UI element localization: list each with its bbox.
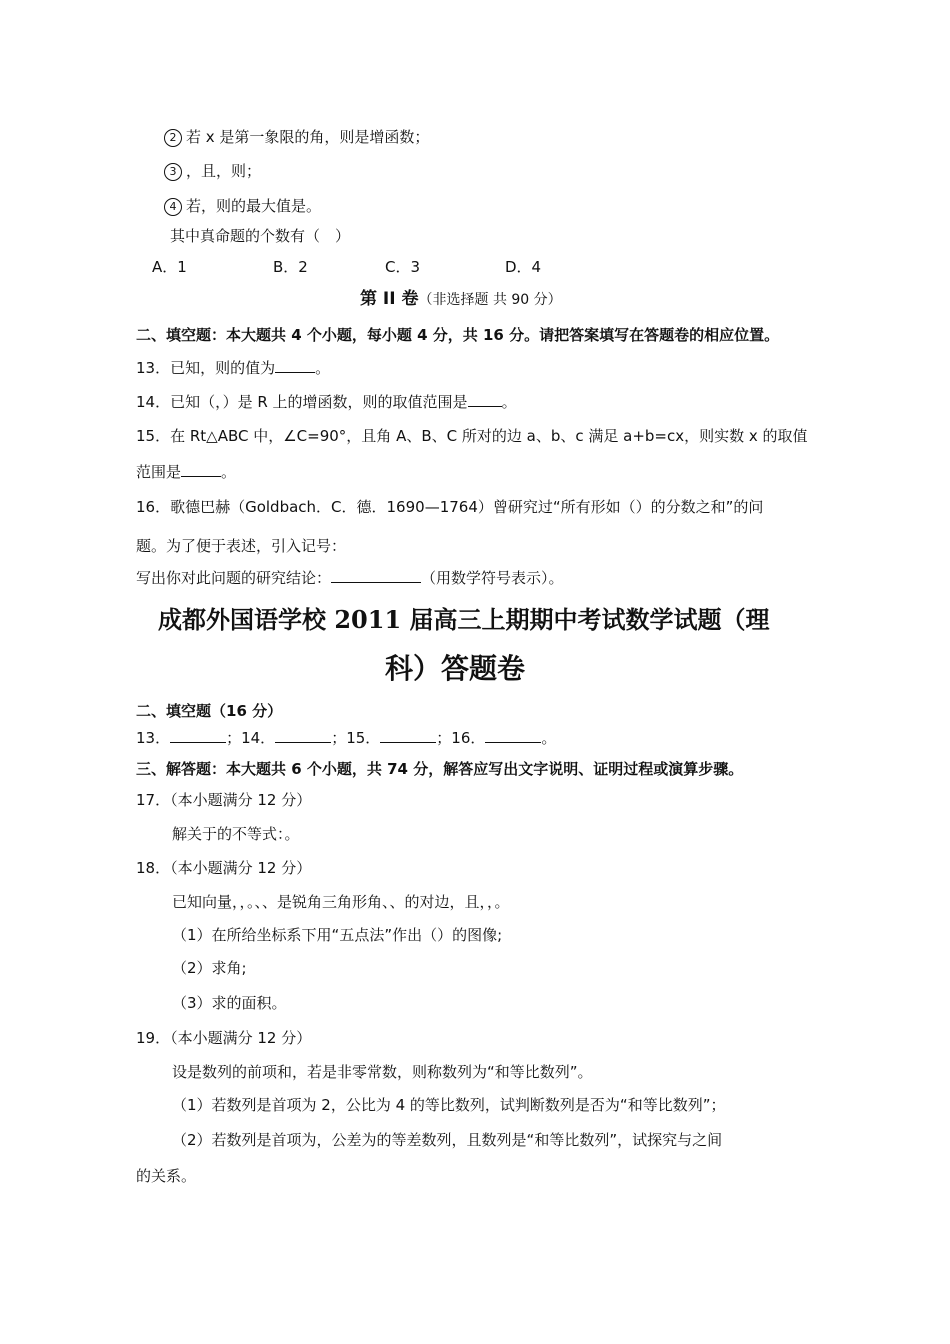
q13-text: 13．已知，则的值为 [136, 359, 276, 377]
answer-16-label: ；16． [436, 729, 486, 747]
fill-section-instruction: 二、填空题：本大题共 4 个小题，每小题 4 分，共 16 分。请把答案填写在答题卷的相应位置。 [136, 326, 780, 344]
problem-17-body: 解关于的不等式：。 [172, 825, 300, 843]
q16-line-2: 题。为了便于表述，引入记号： [136, 537, 347, 555]
circled-number-2: 2 [164, 129, 182, 147]
q14 [136, 391, 517, 413]
problem-19-body: 设是数列的前项和，若是非零常数，则称数列为“和等比数列”。 [172, 1063, 593, 1081]
q12-item-3 [164, 160, 261, 182]
q13-blank [275, 358, 315, 373]
answer-end: 。 [541, 729, 557, 747]
answer-fill-heading: 二、填空题（16 分） [136, 702, 283, 720]
problem-18-sub-1: （1）在所给坐标系下用“五点法”作出（）的图像; [172, 926, 503, 944]
q15-end: 。 [221, 463, 237, 481]
option-d: D．4 [505, 258, 542, 276]
solve-section-heading: 三、解答题：本大题共 6 个小题，共 74 分，解答应写出文字说明、证明过程或演算步骤。 [136, 760, 744, 778]
q12-question-ask: 其中真命题的个数有（ ） [170, 227, 351, 245]
q15-text: 范围是 [136, 463, 182, 481]
answer-sheet-title-line-2: 科）答题卷 [385, 652, 526, 685]
part-2-heading [360, 288, 562, 311]
answer-15-label: ；15． [331, 729, 381, 747]
q13 [136, 357, 330, 379]
part-2-title: 第 II 卷 [360, 289, 419, 309]
answer-16-blank[interactable] [485, 728, 541, 743]
problem-18-body: 已知向量，，。、、是锐角三角形角、、的对边，且，，。 [172, 893, 510, 911]
answer-14-label: ；14． [226, 729, 276, 747]
answer-sheet-title-line-1: 成都外国语学校 2011 届高三上期期中考试数学试题（理 [158, 605, 770, 634]
answer-14-blank[interactable] [275, 728, 331, 743]
q14-text: 14．已知（，）是 R 上的增函数，则的取值范围是 [136, 393, 468, 411]
q15-line-2 [136, 461, 236, 483]
q15-line-1: 15．在 Rt△ABC 中，∠C=90°，且角 A、B、C 所对的边 a、b、c 满足 a+b=cx，则实数 x 的取值 [136, 427, 808, 445]
q16-text: 写出你对此问题的研究结论： [136, 569, 332, 587]
problem-19-sub-2: （2）若数列是首项为，公差为的等差数列，且数列是“和等比数列”，试探究与之间 [172, 1131, 723, 1149]
q16-blank [331, 568, 421, 583]
problem-19-sub-1: （1）若数列是首项为 2，公比为 4 的等比数列，试判断数列是否为“和等比数列”； [172, 1096, 726, 1114]
q12-item-2 [164, 126, 429, 148]
option-c: C．3 [385, 258, 421, 276]
q16-end: （用数学符号表示）。 [421, 569, 564, 587]
part-2-note: （非选择题 共 90 分） [418, 292, 562, 308]
answer-fill-blanks [136, 727, 556, 749]
circled-number-3: 3 [164, 163, 182, 181]
q14-blank [468, 392, 502, 407]
problem-18-sub-3: （3）求的面积。 [172, 994, 287, 1012]
problem-18-sub-2: （2）求角; [172, 959, 247, 977]
answer-13-label: 13． [136, 729, 171, 747]
q12-item-3-text: ，且，则； [186, 162, 262, 180]
circled-number-4: 4 [164, 198, 182, 216]
problem-18-head: 18．（本小题满分 12 分） [136, 859, 312, 877]
option-a: A．1 [152, 258, 187, 276]
q13-end: 。 [315, 359, 331, 377]
answer-13-blank[interactable] [170, 728, 226, 743]
problem-19-head: 19．（本小题满分 12 分） [136, 1029, 312, 1047]
q16-line-1: 16．歌德巴赫（Goldbach．C．德．1690—1764）曾研究过“所有形如（）的分数之和”的问 [136, 498, 764, 516]
option-b: B．2 [273, 258, 308, 276]
q12-item-4 [164, 195, 321, 217]
q15-blank [181, 462, 221, 477]
q14-end: 。 [501, 393, 517, 411]
q16-line-3 [136, 567, 564, 589]
answer-15-blank[interactable] [380, 728, 436, 743]
problem-19-sub-2-continued: 的关系。 [136, 1167, 197, 1185]
q12-item-2-text: 若 x 是第一象限的角，则是增函数； [186, 128, 430, 146]
q12-item-4-text: 若，则的最大值是。 [186, 197, 322, 215]
problem-17-head: 17．（本小题满分 12 分） [136, 791, 312, 809]
